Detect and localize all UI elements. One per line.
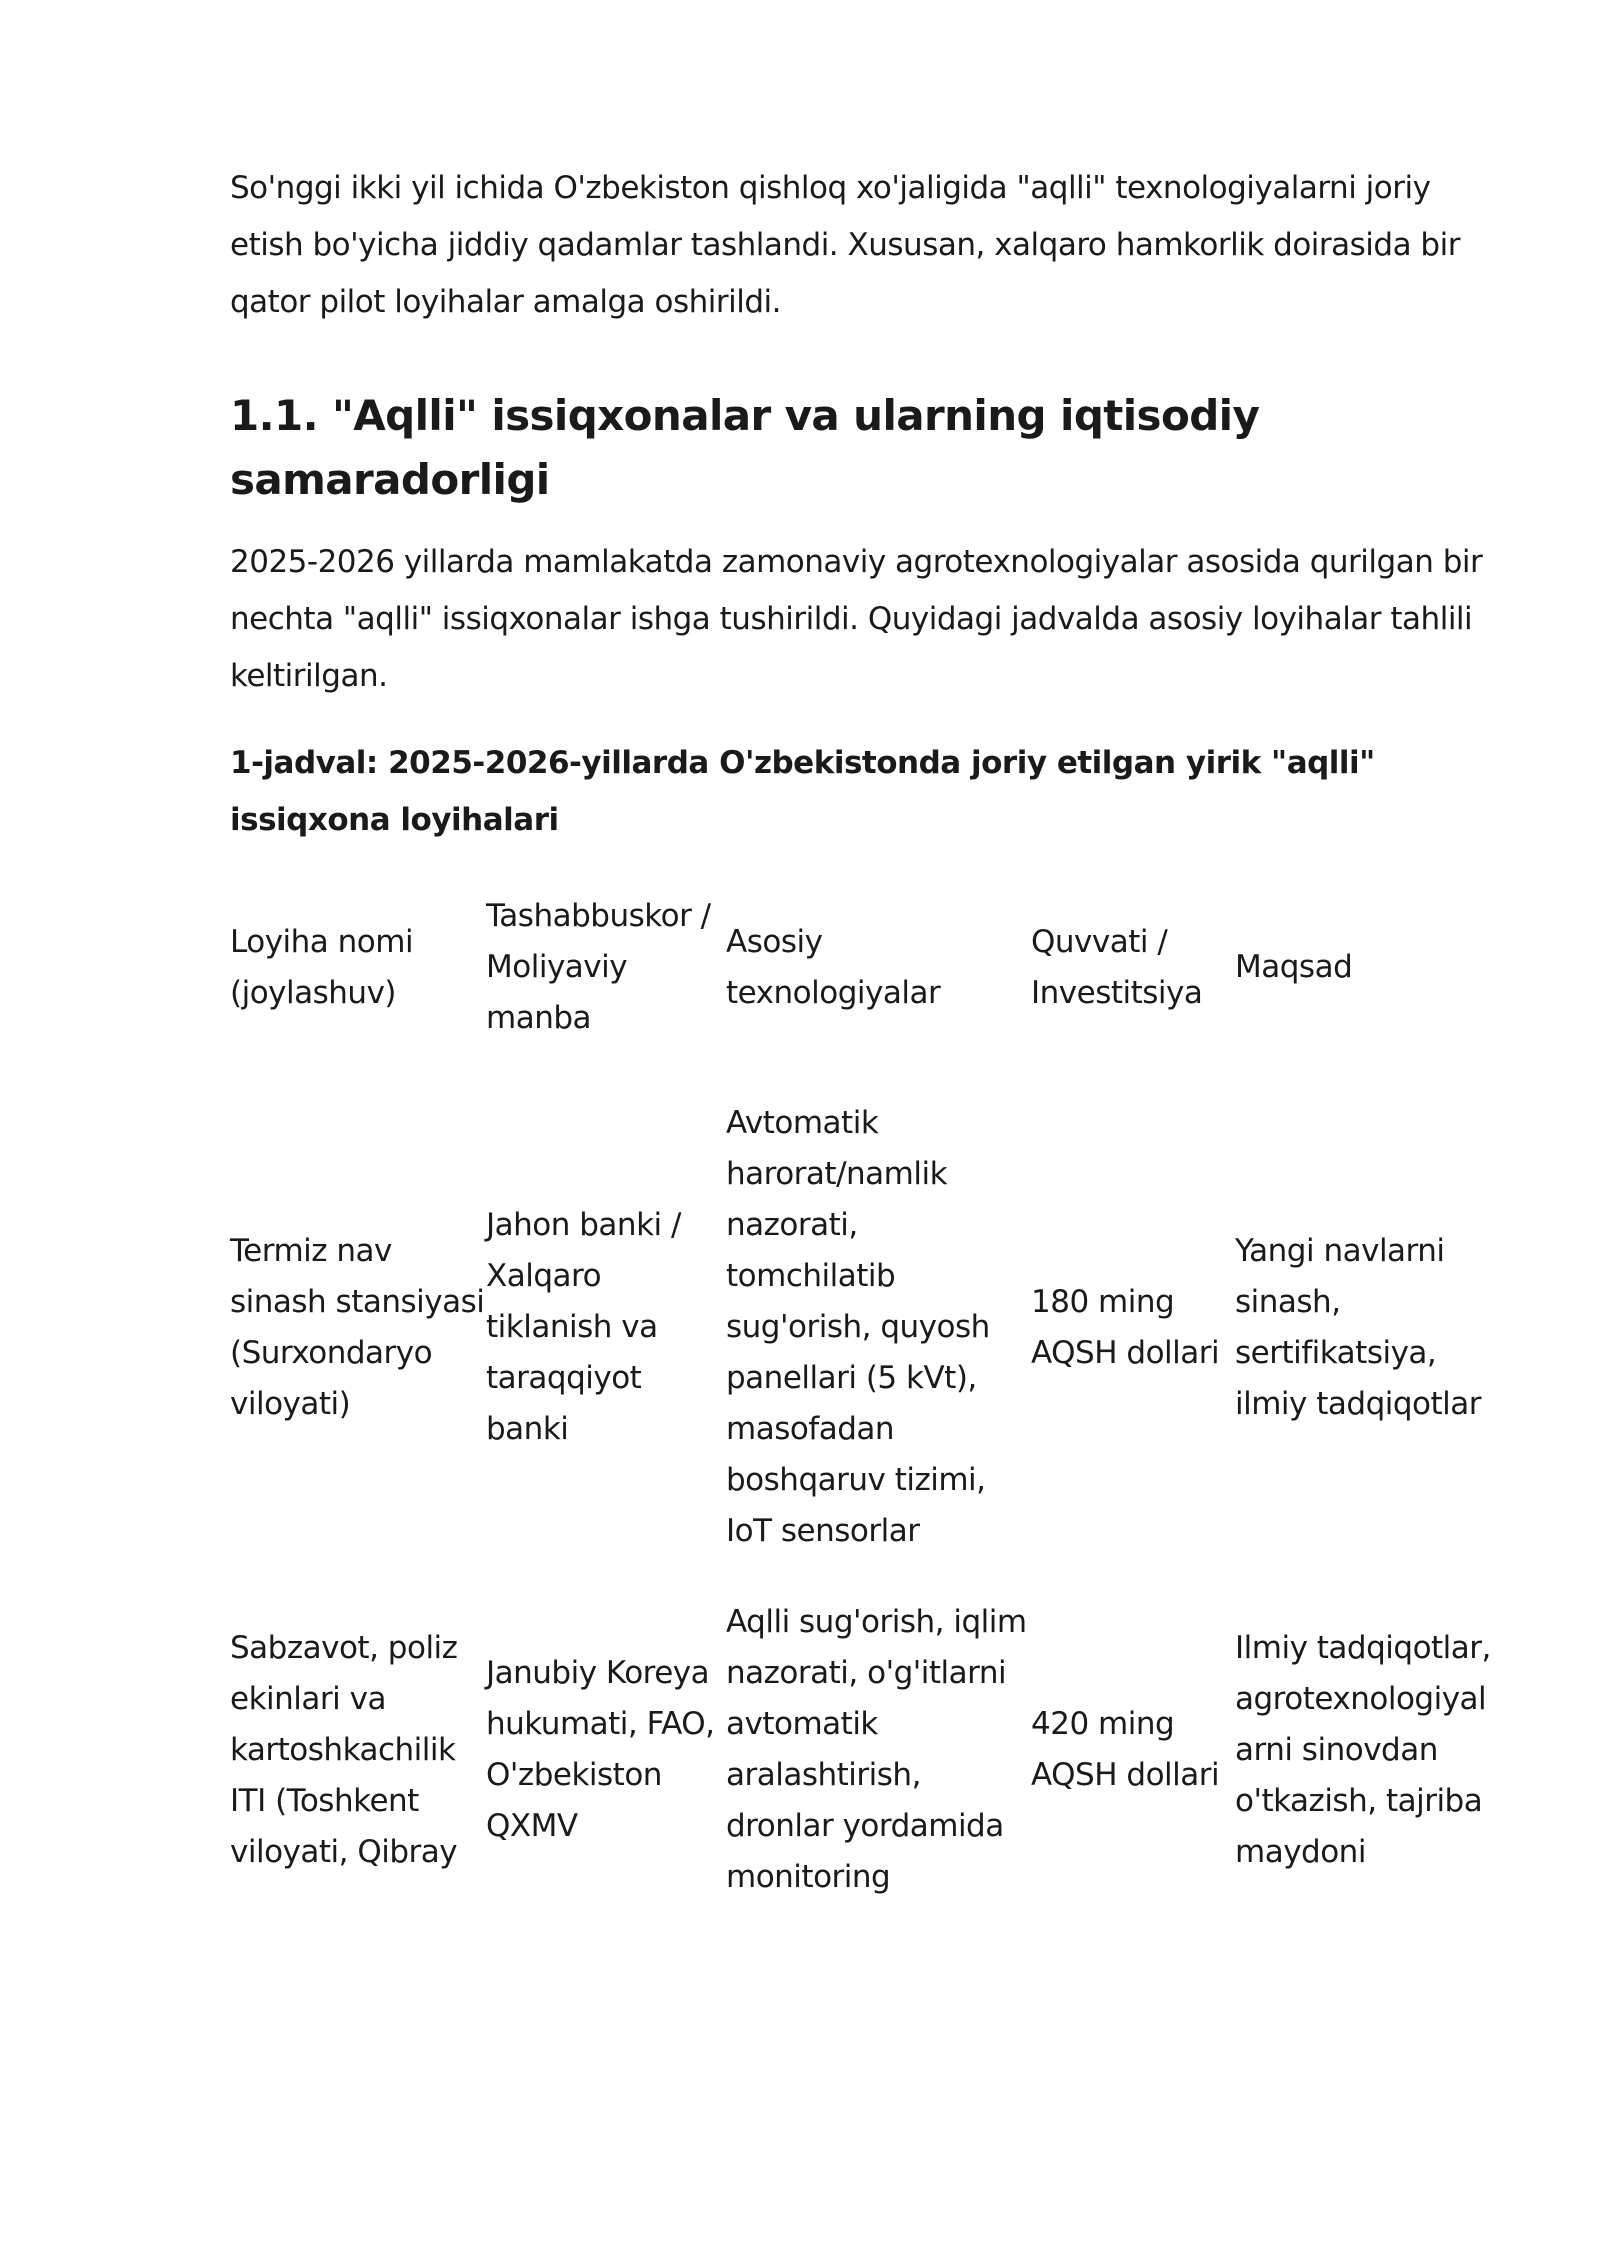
table-row bbox=[230, 1597, 1500, 1903]
table-cell: Termiz nav sinash stansiyasi (Surxondaryo viloyati) bbox=[230, 1232, 485, 1422]
header-cell-technologies: Asosiy texnologiyalar bbox=[726, 923, 941, 1011]
section-heading: 1.1. "Aqlli" issiqxonalar va ularning iqtisodiy samaradorligi bbox=[230, 391, 1260, 504]
table-cell: 180 ming AQSH dollari bbox=[1031, 1283, 1220, 1371]
header-cell-initiator: Tashabbuskor / Moliyaviy manba bbox=[486, 898, 711, 1036]
table-cell: Avtomatik harorat/namlik nazorati, tomchilatib sug'orish, quyosh panellari (5 kVt), masofadan boshqaruv tizimi, IoT sensorlar bbox=[726, 1105, 990, 1549]
header-cell-purpose: Maqsad bbox=[1235, 949, 1353, 985]
table-row bbox=[230, 1098, 1500, 1597]
intro-paragraph: So'nggi ikki yil ichida O'zbekiston qishloq xo'jaligida "aqlli" texnologiyalarni joriy etish bo'yicha jiddiy qadamlar tashlandi. Xususan, xalqaro hamkorlik doirasida bir qator pilot loyihalar amalga oshirildi. bbox=[230, 170, 1460, 320]
table-caption: 1-jadval: 2025-2026-yillarda O'zbekistonda joriy etilgan yirik "aqlli" issiqxona loyihalari bbox=[230, 745, 1375, 838]
table-cell: Yangi navlarni sinash, sertifikatsiya, ilmiy tadqiqotlar bbox=[1235, 1232, 1482, 1422]
projects-table bbox=[230, 891, 1500, 1903]
section-paragraph: 2025-2026 yillarda mamlakatda zamonaviy agrotexnologiyalar asosida qurilgan bir nechta "aqlli" issiqxonalar ishga tushirildi. Quyidagi jadvalda asosiy loyihalar tahlili keltirilgan. bbox=[230, 544, 1483, 694]
table-cell: 420 ming AQSH dollari bbox=[1031, 1706, 1220, 1793]
table-cell: Janubiy Koreya hukumati, FAO, O'zbekiston QXMV bbox=[486, 1655, 715, 1844]
table-cell: Jahon banki / Xalqaro tiklanish va taraqqiyot banki bbox=[486, 1207, 681, 1447]
header-cell-capacity: Quvvati / Investitsiya bbox=[1031, 923, 1203, 1011]
table-cell: Sabzavot, poliz ekinlari va kartoshkachilik ITI (Toshkent viloyati, Qibray bbox=[230, 1629, 458, 1870]
table-header-row bbox=[230, 891, 1500, 1098]
table-cell: Aqlli sug'orish, iqlim nazorati, o'g'itlarni avtomatik aralashtirish, dronlar yordamida monitoring bbox=[726, 1604, 1027, 1895]
document-page bbox=[230, 160, 1490, 1903]
table-cell: Ilmiy tadqiqotlar, agrotexnologiyalarni sinovdan o'tkazish, tajriba maydoni bbox=[1235, 1629, 1491, 1870]
header-cell-project-name: Loyiha nomi (joylashuv) bbox=[230, 923, 414, 1011]
